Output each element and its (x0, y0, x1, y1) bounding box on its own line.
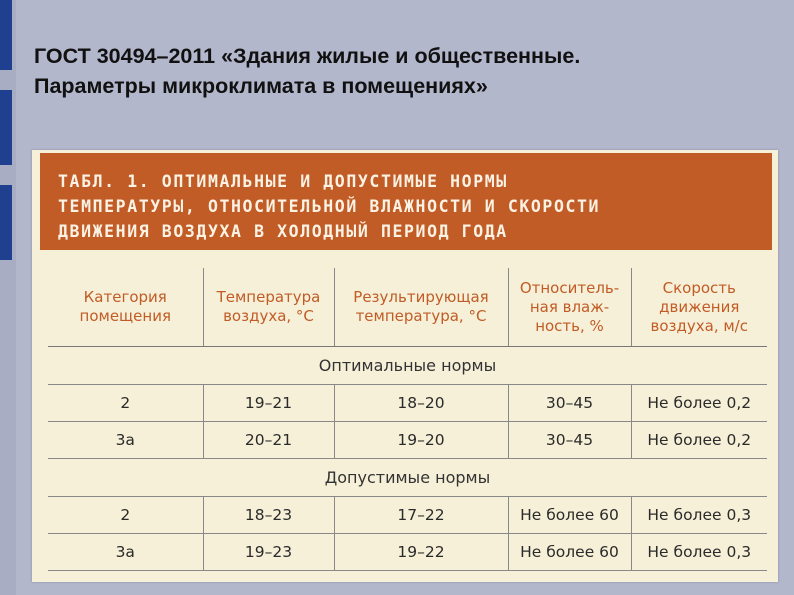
cell-category: 3а (48, 534, 203, 571)
cell-category: 3а (48, 422, 203, 459)
header-text: движения (659, 297, 740, 316)
header-text: Температура (216, 288, 321, 306)
slide-title-line: ГОСТ 30494–2011 «Здания жилые и общественные. (34, 44, 581, 68)
section-label: Допустимые нормы (48, 459, 767, 497)
norms-table (48, 268, 767, 571)
header-text: ная влаж- (529, 297, 610, 316)
cell-category: 2 (48, 497, 203, 534)
header-text: ность, % (535, 316, 604, 335)
cell-resulting-temperature: 17–22 (334, 497, 508, 534)
cell-humidity: Не более 60 (508, 534, 631, 571)
table-title (58, 169, 768, 244)
cell-humidity: Не более 60 (508, 497, 631, 534)
header-category (48, 268, 203, 347)
table-title-banner (40, 153, 772, 250)
left-edge-strip (0, 0, 16, 595)
cell-air-temperature: 19–23 (203, 534, 334, 571)
accent-bar (0, 0, 12, 70)
header-relative-humidity (508, 268, 631, 347)
slide-title (34, 41, 774, 101)
header-text: помещения (79, 307, 171, 325)
header-text: Результирующая (353, 288, 489, 306)
cell-air-temperature: 20–21 (203, 422, 334, 459)
header-text: Скорость (662, 278, 736, 297)
header-text: температура, °С (355, 307, 487, 325)
cell-resulting-temperature: 18–20 (334, 385, 508, 422)
table-title-line: ДВИЖЕНИЯ ВОЗДУХА В ХОЛОДНЫЙ ПЕРИОД ГОДА (58, 222, 508, 241)
slide-title-line: Параметры микроклимата в помещениях» (34, 74, 488, 98)
header-text: воздуха, °С (223, 307, 314, 325)
header-resulting-temperature (334, 268, 508, 347)
table-row (48, 385, 767, 422)
table-row (48, 422, 767, 459)
cell-air-temperature: 18–23 (203, 497, 334, 534)
header-text: Относитель- (519, 278, 620, 297)
table-title-line: ТАБЛ. 1. ОПТИМАЛЬНЫЕ И ДОПУСТИМЫЕ НОРМЫ (58, 172, 508, 191)
cell-air-speed: Не более 0,3 (631, 534, 767, 571)
header-text: воздуха, м/с (650, 316, 748, 335)
section-label: Оптимальные нормы (48, 347, 767, 385)
cell-humidity: 30–45 (508, 385, 631, 422)
cell-humidity: 30–45 (508, 422, 631, 459)
cell-air-temperature: 19–21 (203, 385, 334, 422)
table-photo (32, 150, 778, 582)
header-text: Категория (83, 288, 167, 306)
section-row-optimal (48, 347, 767, 385)
cell-air-speed: Не более 0,3 (631, 497, 767, 534)
header-air-temperature (203, 268, 334, 347)
accent-bar (0, 90, 12, 165)
header-air-speed (631, 268, 767, 347)
cell-air-speed: Не более 0,2 (631, 422, 767, 459)
cell-resulting-temperature: 19–20 (334, 422, 508, 459)
cell-resulting-temperature: 19–22 (334, 534, 508, 571)
table-header-row (48, 268, 767, 347)
cell-category: 2 (48, 385, 203, 422)
table-row (48, 497, 767, 534)
section-row-permissible (48, 459, 767, 497)
cell-air-speed: Не более 0,2 (631, 385, 767, 422)
table-title-line: ТЕМПЕРАТУРЫ, ОТНОСИТЕЛЬНОЙ ВЛАЖНОСТИ И СКОРОСТИ (58, 197, 601, 216)
table-row (48, 534, 767, 571)
accent-bar (0, 185, 12, 260)
